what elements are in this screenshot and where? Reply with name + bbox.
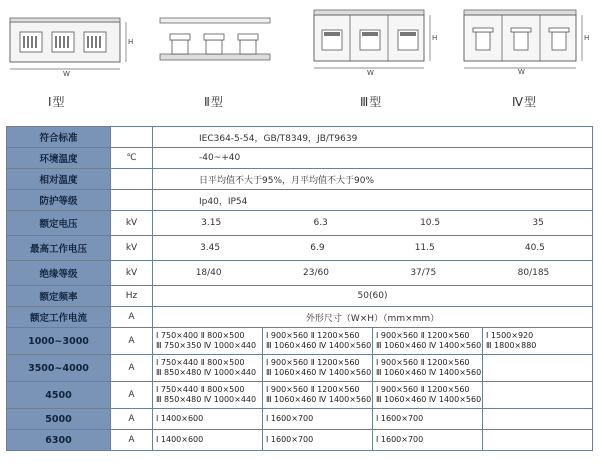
row-unit: A <box>111 409 153 430</box>
row-value: Ip40，IP54 <box>153 190 593 211</box>
value-cell: 18/40 <box>195 268 222 278</box>
row-header: 4500 <box>7 382 111 409</box>
row-value: 50(60) <box>153 286 593 307</box>
value-cell: 80/185 <box>517 268 550 278</box>
row-unit: A <box>111 307 153 328</box>
row-unit: Hz <box>111 286 153 307</box>
row-unit: A <box>111 382 153 409</box>
row-unit: kV <box>111 261 153 286</box>
table-row <box>7 409 593 430</box>
table-row <box>7 430 593 451</box>
table-row <box>7 382 593 409</box>
value-cell: 3.15 <box>201 218 222 228</box>
value-cell: 3.45 <box>200 243 221 253</box>
size-cell: Ⅰ 900×560 Ⅱ 1200×560 Ⅲ 1060×460 Ⅳ 1400×560 <box>263 382 373 409</box>
row-header: 额定电压 <box>7 211 111 236</box>
size-cell: Ⅰ 750×440 Ⅱ 800×500 Ⅲ 850×480 Ⅳ 1000×440 <box>153 355 263 382</box>
size-cell: Ⅰ 1600×700 <box>263 409 373 430</box>
row-value: -40~+40 <box>153 148 593 169</box>
w-mark: W <box>367 69 374 77</box>
row-value: IEC364-5-54，GB/T8349，JB/T9639 <box>153 127 593 148</box>
h-mark: H <box>128 38 134 46</box>
row-header: 绝缘等级 <box>7 261 111 286</box>
size-cell <box>483 355 593 382</box>
size-cell: Ⅰ 900×560 Ⅱ 1200×560 Ⅲ 1060×460 Ⅳ 1400×560 <box>373 382 483 409</box>
row-unit: ℃ <box>111 148 153 169</box>
size-cell: Ⅰ 900×560 Ⅱ 1200×560 Ⅲ 1060×460 Ⅳ 1400×560 <box>263 328 373 355</box>
row-header: 最高工作电压 <box>7 236 111 261</box>
size-cell: Ⅰ 900×560 Ⅱ 1200×560 Ⅲ 1060×460 Ⅳ 1400×560 <box>263 355 373 382</box>
size-cell: Ⅰ 900×560 Ⅱ 1200×560 Ⅲ 1060×460 Ⅳ 1400×560 <box>373 355 483 382</box>
drawing-type-2 <box>158 18 278 68</box>
size-cell: Ⅰ 1400×600 <box>153 430 263 451</box>
table-row <box>7 328 593 355</box>
value-cell: 11.5 <box>414 243 435 253</box>
table-row <box>7 286 593 307</box>
table-row <box>7 236 593 261</box>
drawing-type-3 <box>312 8 437 76</box>
row-value: 外形尺寸（W×H）（mm×mm） <box>153 307 593 328</box>
table-row <box>7 148 593 169</box>
table-row <box>7 261 593 286</box>
size-cell <box>483 430 593 451</box>
table-row <box>7 169 593 190</box>
h-mark: H <box>584 34 590 42</box>
size-cell: Ⅰ 750×440 Ⅱ 800×500 Ⅲ 850×480 Ⅳ 1000×440 <box>153 382 263 409</box>
row-unit: A <box>111 355 153 382</box>
row-header: 1000~3000 <box>7 328 111 355</box>
row-unit <box>111 127 153 148</box>
row-unit: kV <box>111 236 153 261</box>
value-cell: 6.3 <box>313 218 328 228</box>
value-cell: 37/75 <box>410 268 437 278</box>
row-values <box>153 236 593 261</box>
size-cell <box>483 409 593 430</box>
row-header: 符合标准 <box>7 127 111 148</box>
row-values <box>153 211 593 236</box>
table-row <box>7 307 593 328</box>
row-unit: kV <box>111 211 153 236</box>
row-header: 额定频率 <box>7 286 111 307</box>
row-values <box>153 261 593 286</box>
type-label-2: Ⅱ型 <box>204 95 224 109</box>
table-row <box>7 190 593 211</box>
value-cell: 10.5 <box>420 218 441 228</box>
table-row <box>7 127 593 148</box>
size-cell: Ⅰ 1400×600 <box>153 409 263 430</box>
table-row <box>7 355 593 382</box>
row-value: 日平均值不大于95%，月平均值不大于90% <box>153 169 593 190</box>
row-header: 5000 <box>7 409 111 430</box>
drawing-type-1 <box>8 14 133 76</box>
size-cell: Ⅰ 900×560 Ⅱ 1200×560 Ⅲ 1060×460 Ⅳ 1400×560 <box>373 328 483 355</box>
w-mark: W <box>518 68 525 76</box>
size-cell: Ⅰ 1600×700 <box>373 430 483 451</box>
type-label-1: Ⅰ型 <box>48 95 66 109</box>
row-header: 3500~4000 <box>7 355 111 382</box>
h-mark: H <box>432 34 438 42</box>
size-cell: Ⅰ 1600×700 <box>263 430 373 451</box>
spec-table <box>6 126 593 451</box>
row-header: 相对温度 <box>7 169 111 190</box>
size-cell: Ⅰ 1600×700 <box>373 409 483 430</box>
value-cell: 6.9 <box>310 243 325 253</box>
type-label-3: Ⅲ型 <box>360 95 383 109</box>
size-cell: Ⅰ 750×400 Ⅱ 800×500 Ⅲ 750×350 Ⅳ 1000×440 <box>153 328 263 355</box>
row-unit <box>111 190 153 211</box>
row-unit: A <box>111 430 153 451</box>
w-mark: W <box>63 70 70 78</box>
row-header: 6300 <box>7 430 111 451</box>
size-cell <box>483 382 593 409</box>
product-drawings <box>0 0 600 120</box>
row-header: 环境温度 <box>7 148 111 169</box>
row-unit: A <box>111 328 153 355</box>
row-unit <box>111 169 153 190</box>
table-row <box>7 211 593 236</box>
size-cell: Ⅰ 1500×920 Ⅲ 1800×880 <box>483 328 593 355</box>
row-header: 额定工作电流 <box>7 307 111 328</box>
value-cell: 23/60 <box>303 268 329 278</box>
drawing-type-4 <box>462 8 592 74</box>
row-header: 防护等级 <box>7 190 111 211</box>
value-cell: 40.5 <box>524 243 545 253</box>
value-cell: 35 <box>532 218 544 228</box>
type-label-4: Ⅳ型 <box>512 95 538 109</box>
